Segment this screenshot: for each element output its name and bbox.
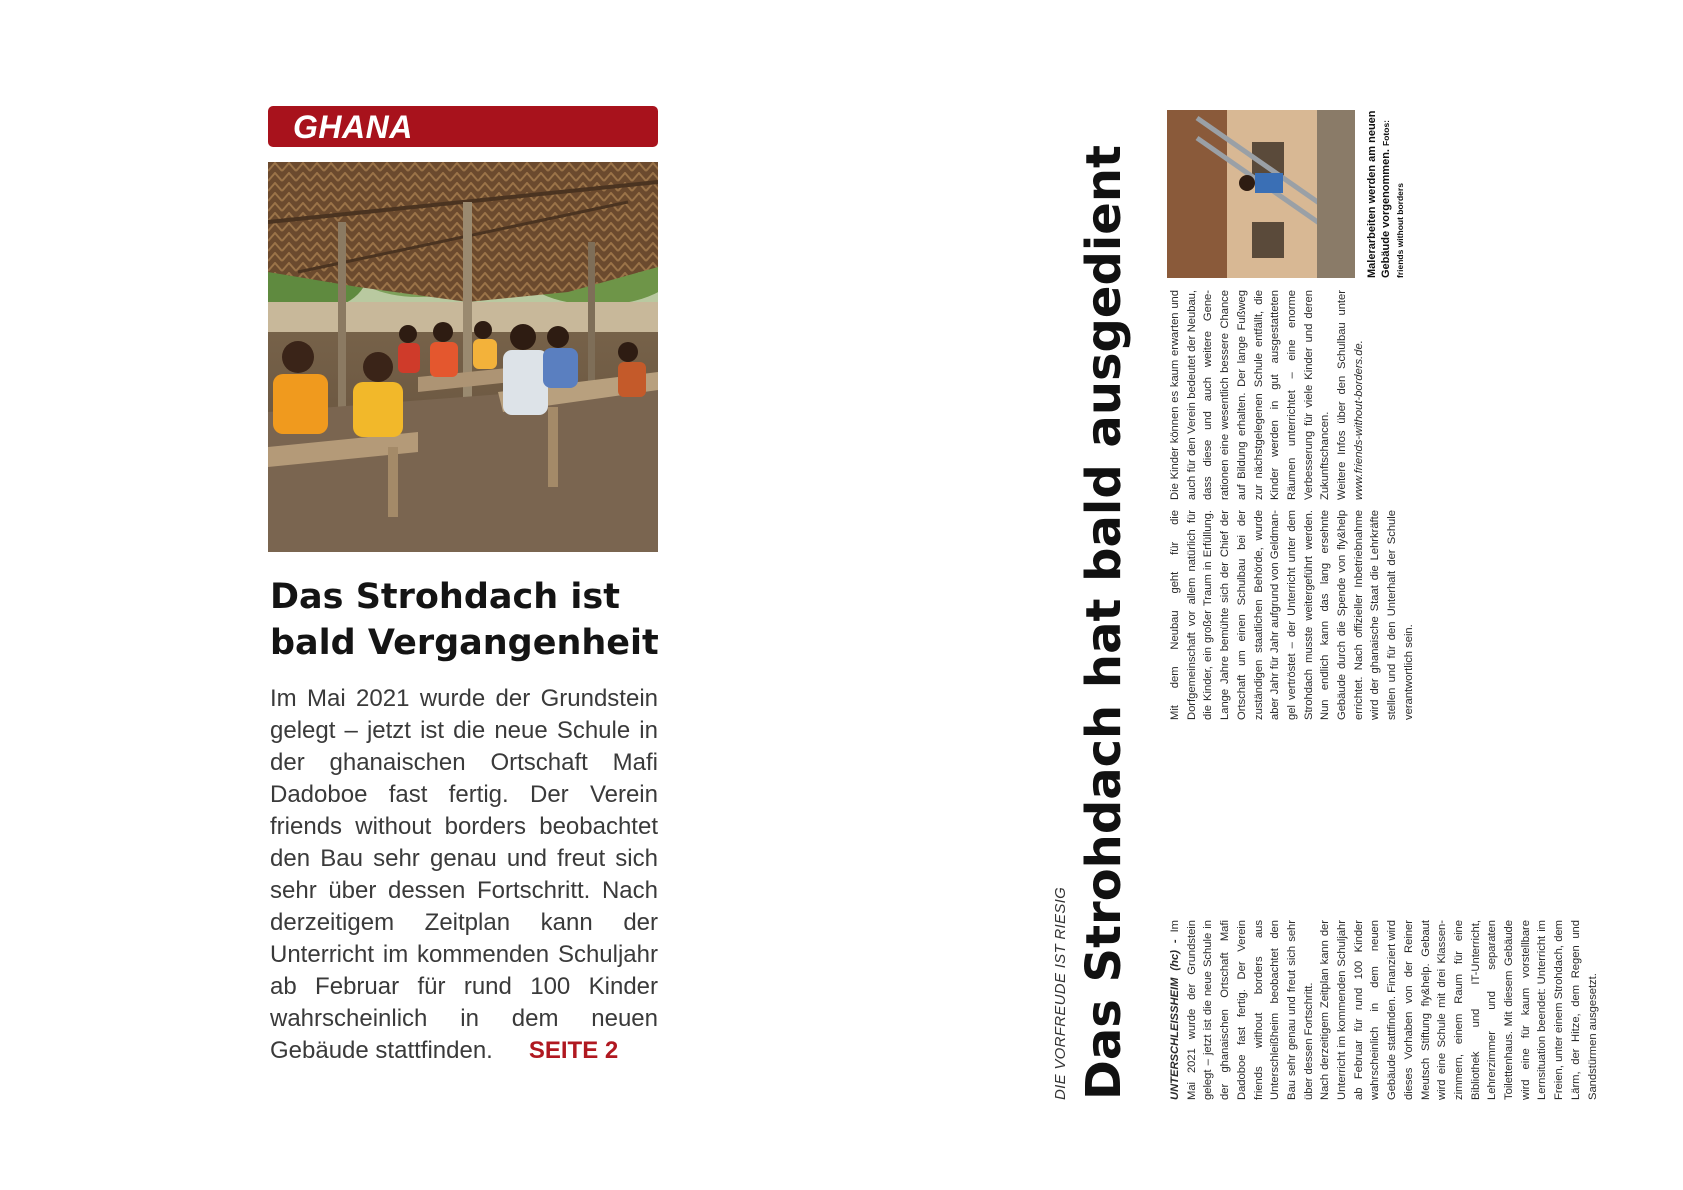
article-headline: Das Strohdach hat bald ausgedient	[1076, 145, 1132, 1100]
photo-caption-text: Malerarbeiten werden am neuen Gebäude vorgenommen.	[1366, 110, 1392, 278]
section-label: GHANA	[293, 109, 413, 145]
page-reference: SEITE 2	[528, 1037, 619, 1064]
website-link[interactable]: www.friends-without-borders.de.	[1352, 340, 1365, 500]
teaser-body	[270, 683, 658, 1067]
photo-caption	[1365, 110, 1407, 278]
teaser-title-line-1: Das Strohdach ist	[270, 577, 620, 617]
school-photo-illustration	[268, 162, 658, 552]
article-column-2	[1167, 510, 1415, 720]
section-banner	[268, 106, 658, 147]
article-column-1b-text: Nach derzeitigem Zeitplan kann der Unterricht im kommenden Schuljahr ab Februar für rund 100 Kinder wahrscheinlich in dem neuen Gebäude stattfinden. Finanziert wird dieses Vorhaben von der Reiner Meutsch Stiftung fly&help. Gebaut wird eine Schule mit drei Klassenzimmern, einem Raum für eine Bibliothek und IT-Unterricht, Lehrerzimmer und separaten Toilettenhaus. Mit diesem Gebäude wird eine für kaum vorstellbare Lernsituation beendet: Unterricht im Freien, unter einem Strohdach, dem Lärm, der Hitze, dem Regen und Sandstürmen ausgesetzt.	[1319, 920, 1599, 1100]
article	[1052, 110, 1599, 1100]
article-more-info-text: Weitere Infos über den Schulbau unter	[1336, 290, 1349, 500]
teaser-body-text: Im Mai 2021 wurde der Grundstein gelegt – jetzt ist die neue Schule in der ghanaischen Ortschaft Mafi Dadoboe fast fertig. Der Verein friends without borders beobachtet den Bau sehr genau und freut sich sehr über dessen Fortschritt. Nach derzeitigem Zeitplan kann der Unterricht im kommenden Schuljahr ab Februar für rund 100 Kinder wahrscheinlich in dem neuen Gebäude stattfinden.	[270, 685, 658, 1064]
teaser-title-line-2: bald Vergangenheit	[270, 623, 659, 663]
article-column-2-text: Mit dem Neubau geht für die Dorfgemeinschaft vor allem natürlich für die Kinder, ein großer Traum in Erfüllung. Lange Jahre bemühte sich der Chief der Ortschaft um einen Schulbau bei der zuständigen staatlichen Behörde, wurde aber Jahr für Jahr aufgrund von Geldmangel vertröstet – der Unterricht unter dem Strohdach musste weitergeführt werden. Nun endlich kann das lang ersehnte Gebäude durch die Spende von fly&help errichtet. Nach offizieller Inbetriebnahme wird der ghanaische Staat die Lehrkräfte stellen und für den Unterhalt der Schule verantwortlich sein.	[1169, 510, 1415, 720]
article-column-3-text: Die Kinder können es kaum erwarten und auch für den Verein bedeutet der Neubau, dass diese und auch weitere Generationen eine wesentlich bessere Chance auf Bildung erhalten. Der lange Fußweg zur nächstgelegenen Schule entfällt, die Kinder werden in gut ausgestatteten Räumen unterrichtet – eine enorme Verbesserung für viele Kinder und deren Zukunftschancen.	[1169, 290, 1332, 500]
teaser-title	[270, 574, 670, 666]
article-column-1	[1167, 919, 1599, 1100]
photo-credit: Fotos: friends without borders	[1381, 119, 1405, 278]
article-kicker: DIE VORFREUDE IST RIESIG	[1052, 886, 1069, 1100]
ladder-photo-illustration	[1167, 110, 1355, 278]
article-column-1-text: Im Mai 2021 wurde der Grundstein gelegt – jetzt ist die neue Schule in der ghanaischen Ortschaft Mafi Dadoboe fast fertig. Der Verein friends without borders aus Unterschleißheim beobachtet den Bau sehr genau und freut sich sehr über dessen Fortschritt.	[1169, 919, 1315, 1100]
painting-work-photo	[1167, 110, 1355, 278]
article-column-3	[1167, 290, 1407, 500]
article-dateline: UNTERSCHLEISSHEIM (hc) -	[1169, 939, 1181, 1100]
school-under-thatch-photo	[268, 162, 658, 552]
